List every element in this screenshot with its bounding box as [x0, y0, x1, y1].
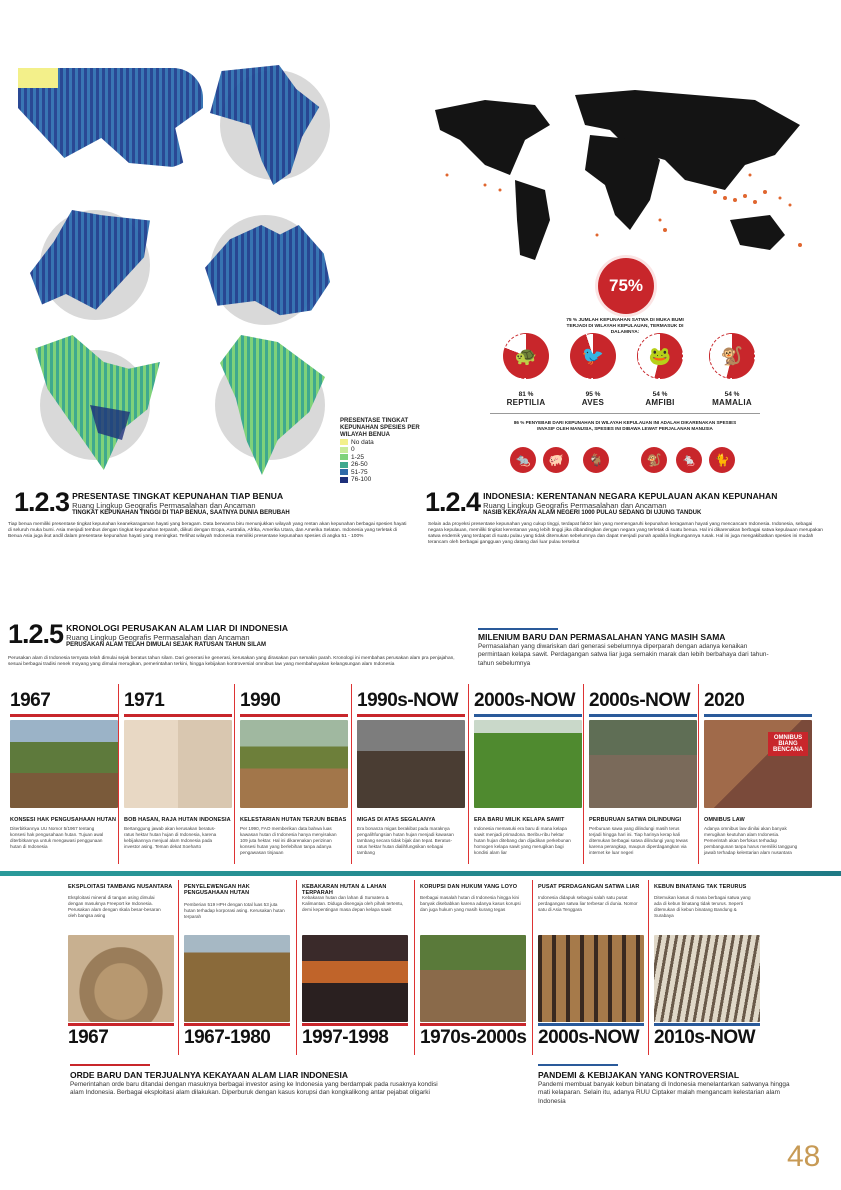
percentage-badge: 75%	[598, 258, 654, 314]
legend-swatch	[340, 439, 348, 445]
species-pie	[709, 333, 755, 379]
invasive-animal-icon: 🐈	[709, 447, 735, 473]
section-title: KRONOLOGI PERUSAKAN ALAM LIAR DI INDONESIA	[66, 623, 289, 633]
timeline-item-text: Indonesia memasuki era baru di mana kelapa sawit menjadi primadona. Beribu-ribu hektar hutan hujan ditebang dan dijadikan perkebunan homogen kelapa sawit yang merugikan bagi kondisi alam liar	[474, 826, 571, 855]
section-title: PRESENTASE TINGKAT KEPUNAHAN TIAP BENUA	[72, 491, 284, 501]
timeline-item-text: Bertanggung jawab akan kerusakan beratus-ratus hektar hutan hujan di Indonesia, karena kebijakannya menjual alam Indonesia pada investor asing. Teman dekat Soeharto	[124, 826, 217, 849]
species-label: MAMALIA	[712, 398, 752, 407]
section-kicker: TINGKAT KEPUNAHAN TINGGI DI TIAP BENUA, SAATNYA DUNIA BERUBAH	[72, 510, 290, 516]
stats-divider	[490, 413, 760, 414]
legend-item	[340, 454, 420, 461]
section-number: 1.2.4	[425, 487, 481, 517]
species-label: AVES	[581, 398, 605, 407]
timeline-separator	[698, 684, 699, 864]
timeline-year-bar	[184, 1023, 290, 1026]
timeline-separator	[178, 880, 179, 1055]
timeline-photo	[704, 720, 812, 808]
timeline-year-bar	[654, 1023, 760, 1026]
map-south-america	[215, 345, 325, 455]
timeline-item-title: KONSESI HAK PENGUSAHAAN HUTAN	[10, 817, 117, 823]
legend-swatch	[340, 469, 348, 475]
milenium-body: Permasalahan yang diwariskan dari generasi sebelumnya diperparah dengan adanya kenaikan permintaan kelapa sawit. Perdagangan satwa liar juga semakin marak dan lebih berbahaya dari tahun-tahun sebelumnya	[478, 643, 769, 667]
timeline-year: 1967	[68, 1027, 109, 1048]
timeline-separator	[648, 880, 649, 1055]
timeline-item-title: ERA BARU MILIK KELAPA SAWIT	[474, 817, 565, 823]
species-stat	[563, 333, 623, 407]
map-north-america	[40, 345, 150, 455]
timeline-year: 1967	[10, 690, 51, 711]
page-number: 48	[787, 1140, 821, 1173]
timeline-year: 1990s-NOW	[357, 690, 459, 711]
legend-label: 76-100	[351, 476, 372, 484]
invasive-animal-icon: 🐀	[510, 447, 536, 473]
timeline-separator	[468, 684, 469, 864]
species-label: AMFIBI	[645, 398, 675, 407]
timeline-year: 2020	[704, 690, 745, 711]
section-1-2-5-header	[8, 619, 468, 649]
timeline-item-title: OMNIBUS LAW	[704, 817, 745, 823]
legend-label: 0	[351, 446, 355, 454]
map-africa	[220, 65, 330, 175]
timeline-year: 1997-1998	[302, 1027, 389, 1048]
timeline-item-text: Perburuan sawa yang dilindungi masih terus terjadi hingga hari ini. Tiap harinya kerap kali ditemukan berbagai satwa dilindungi yang tewas karena perangkap, maupun diperdagangkan via internet ke luar negeri	[589, 826, 688, 855]
timeline-item-title: EKSPLOITASI TAMBANG NUSANTARA	[68, 884, 173, 890]
timeline-item-text: Era bonanza migas berakibat pada maraknya pengalihfungsian hutan hujan menjadi kawasan tambang secara tidak bijak dan tepat. Beratus-ratus hektar hutan dialihfungsikan sebagai tambang	[357, 826, 454, 855]
species-icon: 🐢	[514, 345, 538, 366]
timeline-year: 2000s-NOW	[474, 690, 576, 711]
invasive-animal-icon: 🐁	[676, 447, 702, 473]
timeline-year-bar	[538, 1023, 644, 1026]
timeline-photo	[302, 935, 408, 1022]
timeline-item-text: Ditemukan kasus di mana berbagai satwa yang ada di kebun binatang tidak terurus. Seperti ditemukan di kebun binatang Bandung & Surabaya	[654, 895, 751, 918]
badge-caption: 75 % JUMLAH KEPUNAHAN SATWA DI MUKA BUMI TERJADI DI WILAYAH KEPULAUAN, TERMASUK DI DALAMNYA:	[566, 318, 684, 336]
timeline-year-bar	[68, 1023, 174, 1026]
timeline-item-text: Pemberian 519 HPH dengan total luas 53 juta hutan terhadap korporasi asing. Kerusakan hutan terparah	[184, 902, 285, 919]
map-asia	[40, 60, 210, 180]
legend-swatch	[340, 477, 348, 483]
species-percent: 95 %	[585, 391, 601, 398]
section-1-2-4-body: Selain ada proyeksi presentase kepunahan yang cukup tinggi, terdapat faktor lain yang memengaruhi kepunahan keragaman hayati yang mencancam Indonesia. Indonesia, sebagai negara kepulauan, memiliki tingkat kerentanan yang lebih tinggi jika dibandingkan dengan negara yang terletak di suatu benua. Hal ini dikarenakan berbagai satwa kepulauan merupakan satwa endemik yang terdapat di suatu pulau yang tidak ditemukan sebelumnya dan dapat menjadi punah apabila lingkungannya rusak. Hal ini juga mengakibatkan spesies ini mudah terancam oleh berbagai gangguan yang datang dari luar pulau tersebut	[428, 522, 823, 545]
pandemi-body: Pandemi membuat banyak kebun binatang di Indonesia menelantarkan satwanya hingga mati kelaparan. Selain itu, adanya RUU Ciptaker malah mengancam kelestarian alam Indonesia	[538, 1081, 790, 1105]
orde-body: Pemerintahan orde baru ditandai dengan masuknya berbagai investor asing ke Indonesia yang berdampak pada rusaknya kondisi alam Indonesia. Berbagai eksploitasi alam dilakukan. Diperburuk dengan kasus korupsi dan kongkalikong antar pejabat oligarki	[70, 1081, 438, 1097]
legend-label: 51-75	[351, 468, 368, 476]
map-australia	[210, 210, 320, 320]
timeline-item-text: Eksploitasi mineral di tangan asing dimulai dengan masuknya Freeport ke Indonesia. Perusakan alam dengan skala besar-besaran oleh bangsa asing	[68, 895, 161, 918]
section-kicker: NASIB KEKAYAAN ALAM NEGERI 1000 PULAU SEDANG DI UJUNG TANDUK	[483, 510, 702, 516]
section-1-2-3-body: Tiap benua memiliki presentase tingkat kepunahan keanekaragaman hayati yang beragam. Data berwarna biru menunjukkan wilayah yang rentan akan kepunahan berbagai spesies hayati di seluruh muka bumi. Asia menjadi tembus dengan tingkat kepunahan terparah, diikuti dengan Eropa, Australia, Afrika, Amerika Utara, dan Amerika Selatan. Indonesia yang terletak di Benua Asia juga ikut andil dalam presentase kepunahan hayati yang meningkat. Terlihat wilayah Indonesia memiliki presentase kepunahan spesies di angka 51 - 100%	[8, 522, 407, 539]
invasive-animal-icon: 🐒	[641, 447, 667, 473]
timeline-separator	[351, 684, 352, 864]
timeline-year-bar	[474, 714, 582, 717]
timeline-item-title: PENYELEWENGAN HAK PENGUSAHAAN HUTAN	[184, 884, 250, 896]
timeline-item-text: Indonesia didapuk sebagai salah satu pusat perdagangan satwa liar terbesar di dunia. Nomor satu di Asia Tenggara	[538, 895, 638, 912]
section-title: INDONESIA: KERENTANAN NEGARA KEPULAUAN AKAN KEPUNAHAN	[483, 491, 778, 501]
invasive-animal-icon: 🐐	[583, 447, 609, 473]
species-stat	[702, 333, 762, 407]
timeline-separator	[532, 880, 533, 1055]
timeline-separator	[414, 880, 415, 1055]
pandemi-rule	[538, 1064, 618, 1066]
legend-item	[340, 469, 420, 476]
timeline-photo	[420, 935, 526, 1022]
world-map	[425, 80, 815, 270]
species-stat	[630, 333, 690, 407]
timeline-year-bar	[420, 1023, 526, 1026]
legend-items	[340, 439, 420, 484]
legend-label: No data	[351, 438, 374, 446]
timeline-photo	[68, 935, 174, 1022]
section-subtitle: Ruang Lingkup Geografis Permasalahan dan Ancaman	[72, 501, 256, 510]
invasive-caption: 86 % PENYEBAB DARI KEPUNAHAN DI WILAYAH KEPULAUAN INI ADALAH DIKARENAKAN SPESIES INVASIF OLEH MANUSIA, SPESIES INI DIBAWA LEWAT PERJALANAN MANUSIA	[513, 420, 737, 431]
section-1-2-4-header	[425, 487, 825, 517]
species-icon: 🐸	[648, 345, 672, 366]
timeline-item-title: PERBURUAN SATWA DILINDUNGI	[589, 817, 682, 823]
species-icon: 🐦	[581, 345, 605, 366]
timeline-year: 2000s-NOW	[538, 1027, 640, 1048]
species-percent: 54 %	[652, 391, 668, 398]
timeline-year: 2000s-NOW	[589, 690, 691, 711]
pandemi-title: PANDEMI & KEBIJAKAN YANG KONTROVERSIAL	[538, 1070, 740, 1080]
map-legend	[340, 418, 420, 483]
section-number: 1.2.3	[14, 487, 70, 517]
timeline-year-bar	[124, 714, 232, 717]
timeline-photo	[240, 720, 348, 808]
species-percent: 54 %	[724, 391, 740, 398]
timeline-item-text: Per 1990, FAO memberikan data bahwa luas kawasan hutan di Indonesia hanya menyisakan 109 juta hektar. Hal ini dikarenakan perizinan konsesi hutan yang berlebihan tanpa adanya pengawasan tinjauan	[240, 826, 337, 855]
timeline-item-title: PUSAT PERDAGANGAN SATWA LIAR	[538, 884, 640, 890]
timeline-year: 1990	[240, 690, 281, 711]
map-europe	[40, 205, 150, 315]
timeline-year: 1967-1980	[184, 1027, 271, 1048]
timeline-photo	[184, 935, 290, 1022]
section-subtitle: Ruang Lingkup Geografis Permasalahan dan Ancaman	[483, 501, 667, 510]
timeline-item-text: Kebakaran hutan dan lahan di Sumatera & Kalimantan. Diduga disengaja oleh pihak tertentu, demi kepentingan masa depan kelapa sawit	[302, 895, 404, 912]
section-subtitle: Ruang Lingkup Geografis Permasalahan dan Ancaman	[66, 633, 250, 642]
species-pie	[637, 333, 683, 379]
timeline-photo	[357, 720, 465, 808]
legend-item	[340, 461, 420, 468]
timeline-photo	[538, 935, 644, 1022]
timeline-year: 1971	[124, 690, 165, 711]
timeline-photo	[10, 720, 118, 808]
timeline-year: 1970s-2000s	[420, 1027, 527, 1048]
timeline-separator	[234, 684, 235, 864]
invasive-animal-icon: 🐖	[543, 447, 569, 473]
timeline-year-bar	[302, 1023, 408, 1026]
timeline-item-text: Diterbitkannya UU Nomor 5/1967 tentang konsesi hak pengusahaan hutan. Tujuan awal diterbitkannya untuk mengawasi penggunaan hutan di Indonesia	[10, 826, 104, 849]
timeline-year-bar	[357, 714, 465, 717]
section-1-2-5-body: Perusakan alam di Indonesia ternyata telah dimulai sejak beratus tahun silam. Dari generasi ke generasi, kerusakan yang dirasakan pun semakin parah. Kronologi ini membahas perusakan alam pra penjajahan, sesuai berbagai tradisi nenek moyang yang dimulai merugikan, pemerintahan terkini, hingga kebijakan kontroversial omnibus law yang membahayakan kelangsungan alam Indonesia	[8, 656, 455, 667]
legend-swatch	[340, 462, 348, 468]
legend-label: 26-50	[351, 461, 368, 469]
timeline-photo	[474, 720, 582, 808]
milenium-rule	[478, 628, 558, 630]
section-1-2-3-header	[14, 487, 414, 517]
species-percent: 81 %	[518, 391, 534, 398]
timeline-photo	[589, 720, 697, 808]
section-kicker: PERUSAKAN ALAM TELAH DIMULAI SEJAK RATUSAN TAHUN SILAM	[66, 642, 266, 648]
timeline-separator	[296, 880, 297, 1055]
species-pie	[570, 333, 616, 379]
omnibus-sign: OMNIBUS BIANG BENCANA	[768, 732, 808, 756]
milenium-title: MILENIUM BARU DAN PERMASALAHAN YANG MASIH SAMA	[478, 632, 726, 642]
species-label: REPTILIA	[506, 398, 546, 407]
timeline-year-bar	[704, 714, 812, 717]
orde-rule	[70, 1064, 150, 1066]
orde-title: ORDE BARU DAN TERJUALNYA KEKAYAAN ALAM LIAR INDONESIA	[70, 1070, 349, 1080]
timeline-item-title: MIGAS DI ATAS SEGALANYA	[357, 817, 436, 823]
legend-item	[340, 446, 420, 453]
species-icon: 🐒	[720, 345, 744, 366]
legend-swatch	[340, 454, 348, 460]
timeline-year: 2010s-NOW	[654, 1027, 756, 1048]
timeline-year-bar	[10, 714, 118, 717]
legend-swatch	[340, 447, 348, 453]
timeline-item-title: KELESTARIAN HUTAN TERJUN BEBAS	[240, 817, 347, 823]
timeline-item-title: KORUPSI DAN HUKUM YANG LOYO	[420, 884, 518, 890]
timeline-photo	[654, 935, 760, 1022]
world-map-svg	[425, 80, 815, 270]
timeline-divider	[0, 871, 841, 876]
legend-item	[340, 439, 420, 446]
timeline-item-title: BOB HASAN, RAJA HUTAN INDONESIA	[124, 817, 231, 823]
species-stat	[496, 333, 556, 407]
legend-label: 1-25	[351, 453, 365, 461]
section-number: 1.2.5	[8, 619, 64, 649]
timeline-separator	[583, 684, 584, 864]
timeline-year-bar	[240, 714, 348, 717]
timeline-item-text: Berbagai masalah hutan di Indonesia hingga kini banyak disebabkan karena adanya kasus korupsi dan juga hukum yang masih kurang tegas	[420, 895, 521, 912]
timeline-photo	[124, 720, 232, 808]
legend-item	[340, 476, 420, 483]
timeline-item-title: KEBUN BINATANG TAK TERURUS	[654, 884, 747, 890]
timeline-year-bar	[589, 714, 697, 717]
timeline-item-text: Adanya omnibus law dinilai akan banyak merugikan keutuhan alam Indonesia. Pemerintah akan berfokus terhadap pembangunan tanpa harus memiliki tanggung jawab terhadap kelestarian alam nusantara	[704, 826, 798, 855]
timeline-item-title: KEBAKARAN HUTAN & LAHAN TERPARAH	[302, 884, 387, 896]
timeline-separator	[118, 684, 119, 864]
legend-title: PRESENTASE TINGKAT KEPUNAHAN SPESIES PER WILAYAH BENUA	[340, 418, 420, 438]
species-pie	[503, 333, 549, 379]
